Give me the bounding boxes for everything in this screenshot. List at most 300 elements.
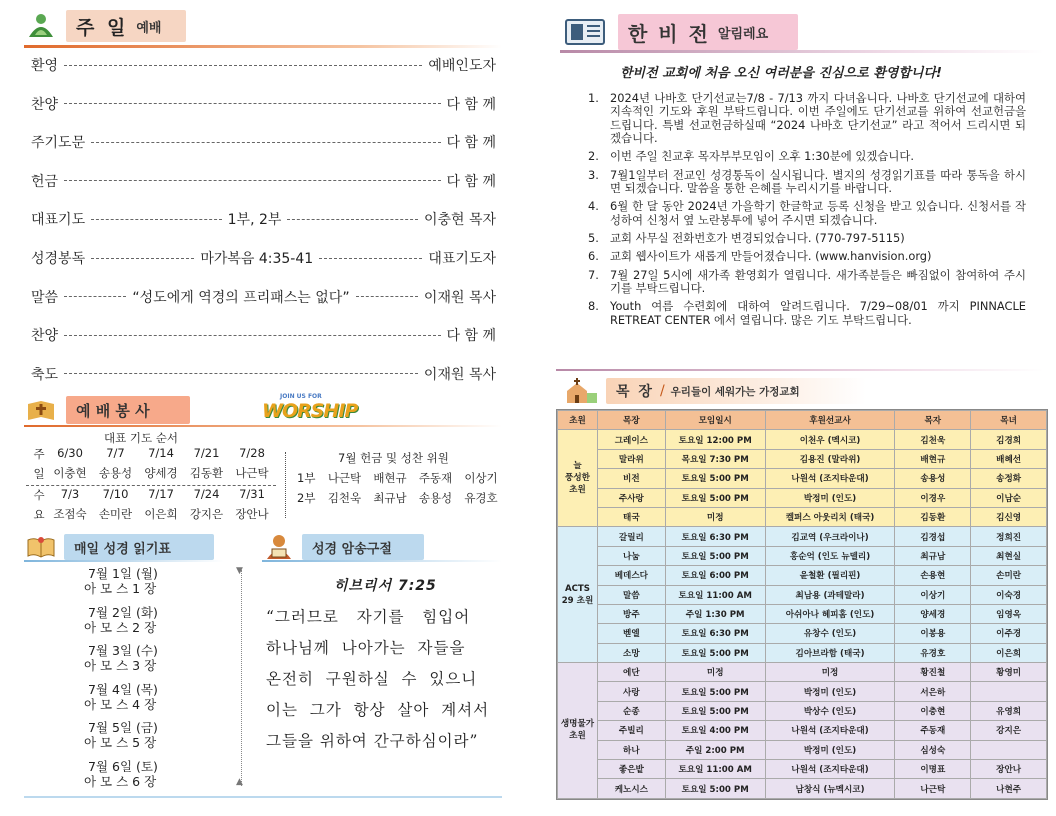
cells-column-header: 목자 (895, 411, 971, 430)
cells-cell: 주일 1:30 PM (665, 604, 765, 623)
worship-item-label: 성경봉독 (31, 251, 86, 267)
cells-cell: 강지은 (971, 721, 1047, 740)
announcement-text: 교회 사무실 전화번호가 변경되었습니다. (770-797-5115) (610, 231, 905, 246)
news-bottom-rule (556, 369, 1044, 371)
table-row (558, 760, 1047, 779)
announcement-number: 2. (588, 149, 599, 164)
prayer-wednesday-row (48, 487, 274, 525)
bottom-rule-left (24, 796, 502, 798)
cells-slash: / (659, 383, 665, 399)
service-underline (24, 425, 502, 427)
table-row (558, 527, 1047, 546)
cells-cell: 주사랑 (597, 488, 665, 507)
reading-passage: 아 모 스 1 장 (84, 581, 157, 596)
memory-verse-line: “그러므로 자기를 힘입어 (266, 608, 471, 626)
offering-table (297, 470, 503, 510)
worship-item-detail: 1부, 2부 (227, 212, 282, 229)
table-row (558, 779, 1047, 798)
worship-row (31, 55, 496, 75)
announcement-list (588, 92, 1026, 332)
cells-cell: 갈릴리 (597, 527, 665, 546)
prayer-date: 7/31 (239, 487, 265, 501)
cells-cell: 김아브라함 (태국) (765, 643, 895, 662)
cells-cell: 토요일 5:00 PM (665, 701, 765, 720)
cells-column-header: 목녀 (971, 411, 1047, 430)
offering-name: 나근탁 (327, 471, 362, 485)
prayer-date: 7/17 (148, 487, 174, 501)
announcement-item (588, 269, 1026, 296)
table-row (558, 624, 1047, 643)
worship-dash (287, 219, 418, 220)
cells-cell: 박정미 (인도) (765, 488, 895, 507)
worship-subtitle: 예배 (136, 20, 162, 36)
announcement-number: 8. (588, 299, 599, 314)
cells-cell: 황진철 (895, 663, 971, 682)
cells-cell: 나근탁 (895, 779, 971, 798)
prayer-date: 7/21 (193, 446, 220, 460)
worship-dash (356, 296, 418, 297)
cells-column-header: 목장 (597, 411, 665, 430)
table-row (558, 682, 1047, 701)
cells-cell: 나원석 (조지타운대) (765, 721, 895, 740)
cells-cell: 그레이스 (597, 430, 665, 449)
reading-arrow-line (241, 570, 242, 786)
cells-cell: 베데스다 (597, 566, 665, 585)
worship-dash (64, 373, 418, 374)
prayer-label-sunday (29, 448, 46, 493)
memory-ref: 히브리서 7:25 (334, 578, 437, 594)
cells-cell: 토요일 11:00 AM (665, 760, 765, 779)
prayer-date: 7/24 (193, 487, 220, 501)
worship-item-leader: 대표기도자 (428, 251, 496, 267)
reading-item (84, 758, 228, 798)
prayer-date: 6/30 (57, 446, 83, 460)
worship-item-leader: 예배인도자 (428, 58, 496, 74)
cells-cell: 비전 (597, 469, 665, 488)
table-row (558, 566, 1047, 585)
memory-verse-line: 하나님께 나아가는 자들을 (266, 639, 466, 657)
cells-cell: 배현규 (895, 449, 971, 468)
prayer-dates (48, 446, 274, 465)
news-title: 한 비 전 (628, 21, 710, 46)
table-row (558, 430, 1047, 449)
cells-cell: 최남용 (과테말라) (765, 585, 895, 604)
cells-cell: 토요일 5:00 PM (665, 682, 765, 701)
cells-cell: 방주 (597, 604, 665, 623)
worship-dash (64, 65, 422, 66)
cells-cell: 양세경 (895, 604, 971, 623)
cells-cell: 홍순억 (인도 뉴델리) (765, 546, 895, 565)
cells-column-header: 후원선교사 (765, 411, 895, 430)
bible-cross-icon (24, 395, 58, 425)
cells-cell: 장안나 (971, 760, 1047, 779)
reading-title-box (64, 534, 214, 560)
cells-header (562, 376, 866, 406)
cells-cell: 주일 2:00 PM (665, 740, 765, 759)
prayer-divider (26, 485, 276, 486)
announcement-number: 5. (588, 231, 599, 246)
cells-cell: 이남순 (971, 488, 1047, 507)
cells-column-header: 모임일시 (665, 411, 765, 430)
worship-item-label: 축도 (31, 366, 59, 383)
cells-column-header: 초원 (558, 411, 598, 430)
cells-cell: 벧엘 (597, 624, 665, 643)
worship-underline (24, 45, 502, 48)
memory-title: 성경 암송구절 (312, 541, 392, 557)
cells-cell: 말라위 (597, 449, 665, 468)
prayer-name: 나근탁 (235, 466, 269, 480)
cells-title: 목 장 (616, 384, 654, 400)
memory-header (262, 532, 424, 562)
news-subtitle: 알림레요 (717, 26, 769, 42)
cells-cell: 김용진 (말라위) (765, 449, 895, 468)
worship-row (31, 248, 496, 268)
worship-header (24, 10, 186, 42)
prayer-title: 대표 기도 순서 (104, 431, 178, 445)
reading-item (84, 681, 228, 721)
offering-name: 김천욱 (327, 491, 362, 505)
worship-row (31, 287, 496, 307)
cells-cell: 케노시스 (597, 779, 665, 798)
worship-item-label: 헌금 (31, 173, 59, 190)
cells-cell: 목요일 7:30 PM (665, 449, 765, 468)
prayer-date: 7/14 (148, 446, 174, 460)
table-row (558, 604, 1047, 623)
announcement-text: 7월 27일 5시에 새가족 환영회가 열립니다. 새가족분들은 빠짐없이 참여하여 주시기를 부탁드립니다. (610, 267, 1026, 296)
worship-dash (91, 142, 440, 143)
cells-cell: 토요일 4:00 PM (665, 721, 765, 740)
offering-title: 7월 헌금 및 성찬 위원 (338, 451, 449, 465)
worship-item-label: 말씀 (31, 289, 59, 306)
service-title-box (66, 396, 190, 424)
cells-cell: 이천우 (멕시코) (765, 430, 895, 449)
announcement-number: 4. (588, 199, 599, 214)
prayer-name: 장안나 (235, 507, 269, 521)
reading-date: 7월 5일 (금) (88, 720, 158, 735)
reading-passage: 아 모 스 2 장 (84, 619, 157, 635)
announcement-item (588, 250, 1026, 263)
reading-date: 7월 6일 (토) (88, 758, 158, 774)
cells-cell: 이숙경 (971, 585, 1047, 604)
cells-cell: 토요일 6:30 PM (665, 624, 765, 643)
news-underline (560, 50, 1044, 53)
cells-cell: 손미란 (971, 566, 1047, 585)
cells-cell: 김경희 (971, 430, 1047, 449)
announcement-text: 2024년 나바호 단기선교는7/8 - 7/13 까지 다녀옵니다. 나바호 단기선교에 대하여 지속적인 기도와 후원 부탁드립니다. 이번 주일에도 단기선교를 위하여 선교헌금을 드립니다. 특별 선교헌금하실때 “2024 나바호 단기선교” 라고 적어서 드리시면 되겠습니다. (610, 91, 1026, 146)
cells-cell: 토요일 12:00 PM (665, 430, 765, 449)
worship-logo-text: WORSHIP (262, 400, 358, 422)
prayer-name: 조점숙 (53, 507, 87, 521)
cells-cell: 토요일 5:00 PM (665, 469, 765, 488)
worship-title: 주 일 (76, 16, 129, 39)
table-row (558, 701, 1047, 720)
announcement-item (588, 300, 1026, 327)
cells-cell: 소망 (597, 643, 665, 662)
worship-item-leader: 다 함 께 (446, 328, 496, 345)
cells-cell: 김교역 (우크라이나) (765, 527, 895, 546)
cells-group-name: 늘 풍성한 초원 (558, 430, 598, 527)
cells-cell: 유영희 (971, 701, 1047, 720)
table-row (558, 507, 1047, 526)
worship-row (31, 171, 496, 191)
memory-verse-line: 온전히 구원하실 수 있으니 (266, 670, 478, 688)
announcement-number: 7. (588, 267, 599, 282)
worship-item-label: 찬양 (31, 328, 59, 345)
announcement-text: 이번 주일 친교후 목자부부모임이 오후 1:30분에 있겠습니다. (610, 149, 915, 164)
offering-label: 1부 (297, 471, 316, 485)
bible-person-icon (262, 532, 296, 562)
cells-cell: 순종 (597, 701, 665, 720)
table-row (558, 585, 1047, 604)
announcement-item (588, 150, 1026, 163)
cells-header-row (558, 411, 1047, 430)
worship-dash (64, 103, 440, 104)
worship-item-detail: 마가복음 4:35-41 (200, 251, 314, 267)
open-book-icon (24, 532, 58, 562)
welcome-message: 한비전 교회에 처음 오신 여러분을 진심으로 환영합니다! (620, 66, 942, 81)
table-row (558, 546, 1047, 565)
worship-item-leader: 이재원 목사 (423, 366, 496, 383)
cells-cell: 이경우 (895, 488, 971, 507)
worship-dash (319, 258, 422, 259)
cells-cell: 말씀 (597, 585, 665, 604)
cells-table (557, 410, 1047, 799)
cells-cell: 켈퍼스 아웃리치 (태국) (765, 507, 895, 526)
worship-row (31, 325, 496, 345)
arrow-top-icon: ▼ (236, 566, 243, 576)
prayer-row-label: 수요 (32, 489, 46, 528)
reading-date: 7월 1일 (월) (88, 566, 158, 581)
cells-cell (971, 682, 1047, 701)
cells-cell: 토요일 5:00 PM (665, 779, 765, 798)
cells-title-box (606, 378, 866, 404)
reading-passage: 아 모 스 5 장 (84, 735, 157, 750)
cells-cell: 나원석 (조지타운대) (765, 469, 895, 488)
worship-dash (91, 219, 222, 220)
service-header (24, 395, 190, 425)
worship-dash (64, 296, 126, 297)
table-row (558, 663, 1047, 682)
announcement-number: 3. (588, 167, 599, 182)
cells-cell: 미정 (665, 507, 765, 526)
cells-cell: 미정 (665, 663, 765, 682)
reading-passage: 아 모 스 3 장 (84, 658, 157, 673)
newspaper-icon (560, 17, 610, 47)
reading-underline (24, 560, 224, 562)
worship-item-leader: 다 함 께 (446, 135, 496, 152)
announcement-item (588, 232, 1026, 245)
prayer-date: 7/7 (106, 446, 125, 460)
table-row (558, 740, 1047, 759)
offering-label: 2부 (297, 491, 316, 505)
worship-item-leader: 다 함 께 (446, 96, 496, 113)
cells-cell: 나현주 (971, 779, 1047, 798)
cells-cell: 이주경 (971, 624, 1047, 643)
cells-cell: 토요일 6:00 PM (665, 566, 765, 585)
cells-cell: 토요일 5:00 PM (665, 643, 765, 662)
cells-cell: 임영옥 (971, 604, 1047, 623)
prayer-row-label: 주일 (32, 448, 46, 487)
praying-hands-icon (24, 11, 58, 41)
prayer-names (48, 465, 274, 484)
worship-item-leader: 이충현 목자 (423, 212, 497, 229)
offering-row (297, 470, 503, 490)
announcement-item (588, 200, 1026, 227)
announcement-text: 6월 한 달 동안 2024년 가을학기 한글학교 등록 신청을 받고 있습니다. 신청서를 작성하여 신청서 옆 노란봉투에 넣어 주시면 되겠습니다. (610, 199, 1026, 227)
cells-cell: 나눔 (597, 546, 665, 565)
worship-item-leader: 이재원 목사 (423, 289, 496, 306)
cells-cell: 최규남 (895, 546, 971, 565)
cells-cell: 유창수 (인도) (765, 624, 895, 643)
worship-row (31, 364, 496, 384)
worship-row (31, 132, 496, 152)
prayer-date: 7/10 (102, 487, 129, 501)
table-row (558, 469, 1047, 488)
cells-cell: 토요일 11:00 AM (665, 585, 765, 604)
worship-item-label: 찬양 (31, 96, 59, 113)
prayer-dates (48, 487, 274, 506)
prayer-sunday-row (48, 446, 274, 484)
offering-row (297, 490, 503, 510)
worship-logo (262, 393, 382, 423)
cells-group-name: ACTS 29 초원 (558, 527, 598, 663)
prayer-name: 이충현 (53, 466, 87, 480)
cells-cell: 김동환 (895, 507, 971, 526)
cells-cell: 주빌리 (597, 721, 665, 740)
worship-title-box (66, 10, 186, 42)
cells-cell: 미정 (765, 663, 895, 682)
church-icon (562, 376, 602, 406)
announcement-number: 1. (588, 91, 599, 105)
prayer-date: 7/28 (239, 446, 265, 460)
reading-item (84, 604, 228, 644)
cells-table-wrap (556, 409, 1048, 800)
cells-cell: 이상기 (895, 585, 971, 604)
cells-group-name: 생명물가 초원 (558, 663, 598, 799)
table-row (558, 449, 1047, 468)
worship-dash (64, 335, 440, 336)
cells-cell: 사랑 (597, 682, 665, 701)
cells-cell: 이봉용 (895, 624, 971, 643)
cells-cell: 송용성 (895, 469, 971, 488)
prayer-date: 7/3 (60, 487, 80, 501)
worship-item-detail: “성도에게 역경의 프리패스는 없다” (132, 289, 350, 306)
offering-name: 유경호 (464, 491, 498, 505)
cells-cell: 이충현 (895, 701, 971, 720)
cells-cell (971, 740, 1047, 759)
worship-item-leader: 다 함 께 (446, 173, 496, 190)
cells-subtitle: 우리들이 세워가는 가정교회 (670, 385, 800, 398)
reading-title: 매일 성경 읽기표 (74, 541, 171, 557)
cells-cell: 이은희 (971, 643, 1047, 662)
reading-item (84, 643, 228, 682)
cells-cell: 손용현 (895, 566, 971, 585)
reading-item (84, 720, 228, 759)
worship-row (31, 94, 496, 114)
announcement-text: 7월1일부터 전교인 성경통독이 실시됩니다. 별지의 성경읽기표를 따라 통독을 하시면 되겠습니다. 말씀을 통한 은혜를 누리시기를 바랍니다. (610, 167, 1026, 196)
worship-logo-small: JOIN US FOR (280, 393, 322, 400)
prayer-names (48, 506, 274, 525)
offering-name: 최규남 (373, 491, 407, 505)
cells-cell: 배혜선 (971, 449, 1047, 468)
service-title: 예 배 봉 사 (76, 401, 150, 420)
worship-row (31, 209, 496, 229)
reading-date: 7월 3일 (수) (88, 643, 158, 658)
reading-item (84, 566, 228, 605)
cells-cell: 정희진 (971, 527, 1047, 546)
cells-cell: 나원석 (조지타운대) (765, 760, 895, 779)
prayer-name: 이은희 (144, 507, 178, 521)
prayer-name: 김동환 (189, 466, 224, 480)
announcement-text: Youth 여름 수련회에 대하여 알려드립니다. 7/29~08/01 까지 PINNACLE RETREAT CENTER 에서 열립니다. 많은 기도 부탁드립니다. (610, 299, 1026, 327)
reading-header (24, 532, 214, 562)
offering-name: 이상기 (464, 471, 498, 485)
reading-date: 7월 4일 (목) (88, 681, 158, 697)
cells-cell: 이명표 (895, 760, 971, 779)
memory-verse (266, 602, 502, 757)
announcement-item (588, 92, 1026, 145)
offering-name: 주동재 (418, 471, 453, 485)
cells-cell: 토요일 5:00 PM (665, 546, 765, 565)
service-vertical-divider (285, 452, 286, 518)
memory-title-box (302, 534, 424, 560)
announcement-item (588, 169, 1026, 196)
worship-item-label: 주기도문 (31, 135, 86, 152)
cells-cell: 김신영 (971, 507, 1047, 526)
prayer-name: 강지은 (189, 507, 224, 521)
cells-cell: 김천욱 (895, 430, 971, 449)
announcement-text: 교회 웹사이트가 새롭게 만들어졌습니다. (www.hanvision.org) (610, 249, 932, 264)
cells-cell: 아쉬아나 헤피홈 (인도) (765, 604, 895, 623)
worship-dash (64, 180, 440, 181)
memory-underline (262, 560, 502, 562)
cells-cell: 토요일 5:00 PM (665, 488, 765, 507)
reading-passage: 아 모 스 6 장 (84, 773, 157, 789)
cells-cell: 박정미 (인도) (765, 740, 895, 759)
worship-item-label: 환영 (31, 58, 59, 74)
cells-cell: 토요일 6:30 PM (665, 527, 765, 546)
arrow-bottom-icon: ▲ (236, 777, 243, 787)
table-row (558, 488, 1047, 507)
reading-list (84, 566, 228, 797)
cells-cell: 좋은밭 (597, 760, 665, 779)
cells-cell: 하나 (597, 740, 665, 759)
cells-cell: 박상수 (인도) (765, 701, 895, 720)
table-row (558, 643, 1047, 662)
worship-dash (91, 258, 194, 259)
news-header (560, 14, 798, 50)
worship-item-label: 대표기도 (31, 212, 86, 229)
cells-cell: 태국 (597, 507, 665, 526)
cells-cell: 송정화 (971, 469, 1047, 488)
prayer-name: 양세경 (144, 466, 178, 480)
offering-name: 배현규 (373, 471, 407, 485)
memory-verse-line: 그들을 위하여 간구하심이라” (266, 732, 479, 750)
cells-cell: 심성숙 (895, 740, 971, 759)
announcement-number: 6. (588, 249, 599, 264)
cells-cell: 유경호 (895, 643, 971, 662)
cells-cell: 박정미 (인도) (765, 682, 895, 701)
memory-verse-line: 이는 그가 항상 살아 계셔서 (266, 701, 490, 719)
cells-cell: 김경섭 (895, 527, 971, 546)
cells-cell: 황영미 (971, 663, 1047, 682)
news-title-box (618, 14, 798, 50)
cells-cell: 윤철환 (필리핀) (765, 566, 895, 585)
offering-name: 송용성 (418, 491, 453, 505)
table-row (558, 721, 1047, 740)
prayer-label-wednesday (29, 489, 46, 534)
reading-passage: 아 모 스 4 장 (84, 696, 157, 712)
